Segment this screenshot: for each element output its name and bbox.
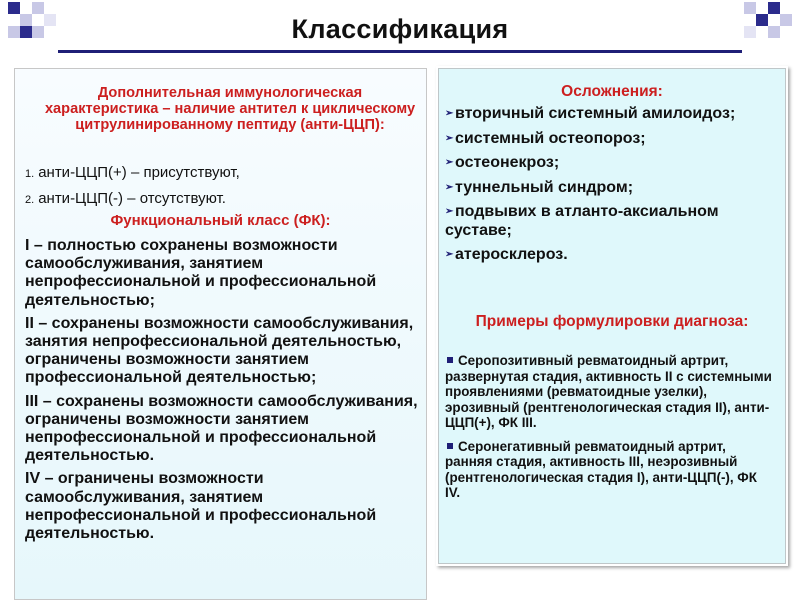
title-underline xyxy=(58,50,742,53)
anti-ccp-positive-item xyxy=(25,164,240,181)
square-bullet-icon xyxy=(447,443,453,449)
functional-class-header: Функциональный класс (ФК): xyxy=(110,212,331,229)
diagnosis-example-2: Серонегативный ревматоидный артрит, ранняя стадия, активность III, неэрозивный (рентгенологическая стадия I), анти-ЦЦП(-), ФК IV. xyxy=(445,438,757,500)
functional-class-4: IV – ограничены возможности самообслуживания, занятием непрофессиональной и профессиональной деятельностью. xyxy=(25,470,377,543)
list-item: ➢ остеонекроз; xyxy=(445,154,560,171)
right-panel xyxy=(438,68,786,564)
functional-class-1: I – полностью сохранены возможности самообслуживания, занятием непрофессиональной и профессиональной деятельностью; xyxy=(25,237,377,309)
complications-header: Осложнения: xyxy=(561,83,663,100)
list-item: ➢ вторичный системный амилоидоз; xyxy=(445,105,736,122)
list-item: ➢ системный остеопороз; xyxy=(445,129,646,147)
immunology-header: Дополнительная иммунологическая характеристика – наличие антител к циклическому цитрулинированному пептиду (анти-ЦЦП): xyxy=(44,85,416,133)
list-item: ➢ туннельный синдром; xyxy=(445,178,634,196)
item-text: анти-ЦЦП(+) – присутствуют, xyxy=(38,164,240,181)
item-number: 1. xyxy=(25,168,35,180)
anti-ccp-negative-item xyxy=(25,190,226,207)
item-text: анти-ЦЦП(-) – отсутствуют. xyxy=(38,190,226,207)
left-panel xyxy=(14,68,427,600)
arrow-bullet-icon: ➢ xyxy=(445,108,454,119)
functional-class-list xyxy=(25,237,420,548)
arrow-bullet-icon: ➢ xyxy=(445,157,454,168)
page-title: Классификация xyxy=(291,14,509,44)
complications-list xyxy=(445,105,775,271)
item-number: 2. xyxy=(25,194,35,206)
arrow-bullet-icon: ➢ xyxy=(445,181,454,193)
arrow-bullet-icon: ➢ xyxy=(445,132,454,144)
arrow-bullet-icon: ➢ xyxy=(445,249,454,260)
diagnosis-examples xyxy=(445,353,775,509)
diagnosis-example-1: Серопозитивный ревматоидный артрит, развернутая стадия, активность II с системными проявлениями (ревматоидные узелки), эрозивный (рентгенологическая стадия II), анти-ЦЦП(+), ФК III. xyxy=(445,353,772,430)
functional-class-2: II – сохранены возможности самообслуживания, занятия непрофессиональной деятельностью, ограничены возможности занятием профессиональной деятельностью; xyxy=(25,314,414,387)
functional-class-3: III – сохранены возможности самообслуживания, ограничены возможности занятием непрофессиональной и профессиональной деятельностью. xyxy=(25,392,418,465)
list-item: ➢ подвывих в атланто-аксиальном суставе; xyxy=(445,203,719,239)
square-bullet-icon xyxy=(447,357,453,363)
diagnosis-examples-header: Примеры формулировки диагноза: xyxy=(475,313,749,330)
list-item: ➢ атеросклероз. xyxy=(445,246,568,263)
arrow-bullet-icon: ➢ xyxy=(445,206,454,217)
